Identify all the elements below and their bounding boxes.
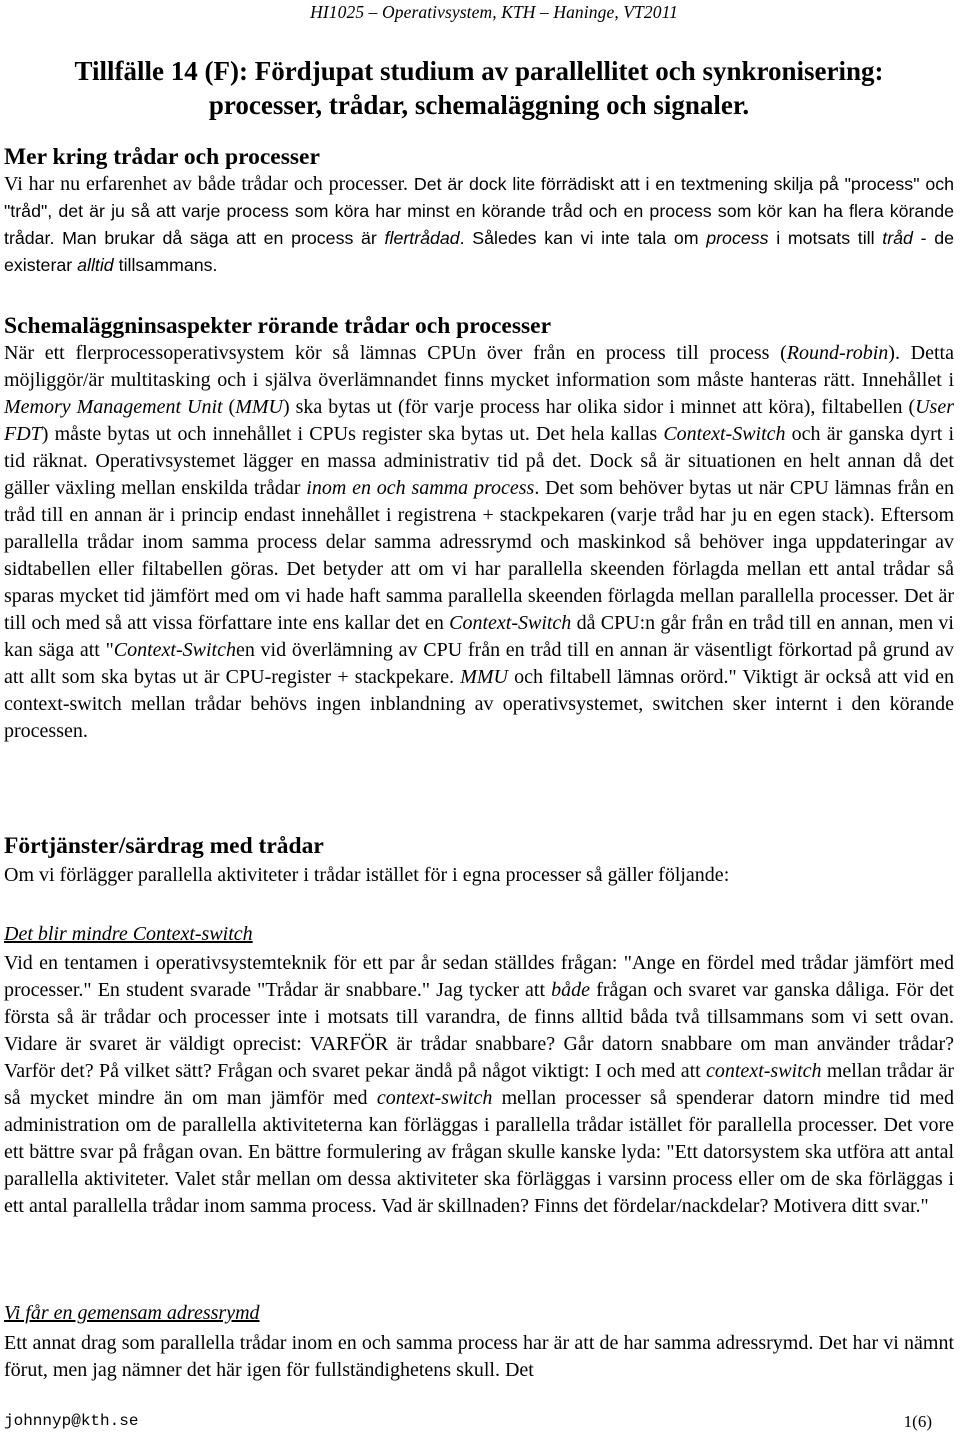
subheading-shared-address-space: Vi får en gemensam adressrymd [4, 1302, 260, 1324]
paragraph-scheduling: När ett flerprocessoperativsystem kör så lämnas CPUn över från en process till process (Round-robin). Detta möjliggör/är multitasking och i själva överlämnandet finns mycket information som måste hanteras rätt. Innehållet i Memory Management Unit (MMU) ska bytas ut (för varje process har olika sidor i minnet att köra), filtabellen (User FDT) måste bytas ut och innehållet i CPUs register ska bytas ut. Det hela kallas Context-Switch och är ganska dyrt i tid räknat. Operativsystemet lägger en massa administrativ tid på det. Dock så är situationen en helt annan då det gäller växling mellan enskilda trådar inom en och samma process. Det som behöver bytas ut när CPU lämnas från en tråd till en annan är i princip endast innehållet i registrena + stackpekaren (varje tråd har ju en egen stack). Eftersom parallella trådar inom samma process delar samma adressrymd och maskinkod så behöver inga uppdateringar av sidtabellen eller filtabellen göras. Det betyder att om vi har parallella skeenden förlagda mellan ett antal trådar så sparas mycket tid jämfört med om vi hade haft samma parallella skeenden förlagda mellan parallella processer. Det är till och med så att vissa författare inte ens kallar det en Context-Switch då CPU:n går från en tråd till en annan, men vi kan säga att "Context-Switchen vid överlämning av CPU från en tråd till en annan är väsentligt förkortad på grund av att allt som ska bytas ut är CPU-register + stackpekare. MMU och filtabell lämnas orörd." Viktigt är också att vid en context-switch mellan trådar behövs ingen inblandning av operativsystemet, switchen sker internt i den körande processen. [4, 342, 954, 742]
term-multithreaded: flertrådad [384, 228, 460, 248]
paragraph-context-switch: Vid en tentamen i operativsystemteknik för ett par år sedan ställdes frågan: "Ange en fördel med trådar jämfört med processer." En student svarade "Trådar är snabbare." Jag tycker att både frågan och svaret var ganska dåliga. För det första så är trådar och processer inte i motsats till varandra, de finns alltid båda två tillsammans som vi sett ovan. Vidare är svaret är väldigt oprecist: VARFÖR är trådar snabbare? Går datorn snabbare om man använder trådar? Varför det? På vilket sätt? Frågan och svaret pekar ändå på något viktigt: I och med att context-switch mellan trådar är så mycket mindre än om man jämför med context-switch mellan processer så spenderar datorn mindre tid med administration om de parallella aktiviteterna kan förläggas i parallella trådar istället för parallella processer. Det vore ett bättre svar på frågan ovan. En bättre formulering av frågan skulle kanske lyda: "Ett datorsystem ska utföra att antal parallella aktiviteter. Valet står mellan om dessa aktiviteter ska förläggas i varsinn process eller om de ska förläggas i ett antal parallella trådar inom samma process. Vad är skillnaden? Finns det fördelar/nackdelar? Motivera ditt svar." [4, 952, 955, 1217]
paragraph-intro: Vi har nu erfarenhet av både trådar och processer. Det är dock lite förrädiskt att i en textmening skilja på "process" och "tråd", det är ju så att varje process som köra har minst en körande tråd och en process som kör kan ha flera körande trådar. Man brukar då säga att en process är flertrådad. Således kan vi inte tala om process i motsats till tråd - de existerar alltid tillsammans. [4, 173, 954, 275]
footer-email: johnnyp@kth.se [4, 1412, 139, 1430]
section-heading-scheduling: Schemaläggninsaspekter rörande trådar och processer [4, 313, 551, 339]
title-line-1: Tillfälle 14 (F): Fördjupat studium av parallellitet och synkronisering: [74, 56, 884, 86]
subheading-less-context-switch: Det blir mindre Context-switch [4, 923, 253, 945]
paragraph-address-space: Ett annat drag som parallella trådar inom en och samma process har är att de har samma adressrymd. Det har vi nämnt förut, men jag nämner det här igen för fullständighetens skull. Det [4, 1332, 954, 1381]
section-heading-threads-processes: Mer kring trådar och processer [4, 144, 320, 170]
term-always: alltid [77, 255, 114, 275]
paragraph-advantages-intro: Om vi förlägger parallella aktiviteter i trådar istället för i egna processer så gäller följande: [4, 864, 730, 886]
paragraph-intro-body-a: Det är dock lite förrädiskt att i en textmening skilja på "process" och "tråd", det är ju så att varje process som köra har minst en körande tråd och en process som kör kan ha flera körande trådar. Man brukar då säga att en process är [4, 174, 954, 248]
term-process: process [706, 228, 769, 248]
paragraph-intro-lead: Vi har nu erfarenhet av både trådar och processer. [4, 173, 409, 195]
term-thread: tråd [882, 228, 913, 248]
footer-page-number: 1(6) [903, 1412, 932, 1431]
section-heading-advantages: Förtjänster/särdrag med trådar [4, 833, 324, 859]
document-title [4, 54, 954, 122]
running-header: HI1025 – Operativsystem, KTH – Haninge, VT2011 [310, 2, 678, 22]
title-line-2: processer, trådar, schemaläggning och signaler. [208, 90, 750, 120]
